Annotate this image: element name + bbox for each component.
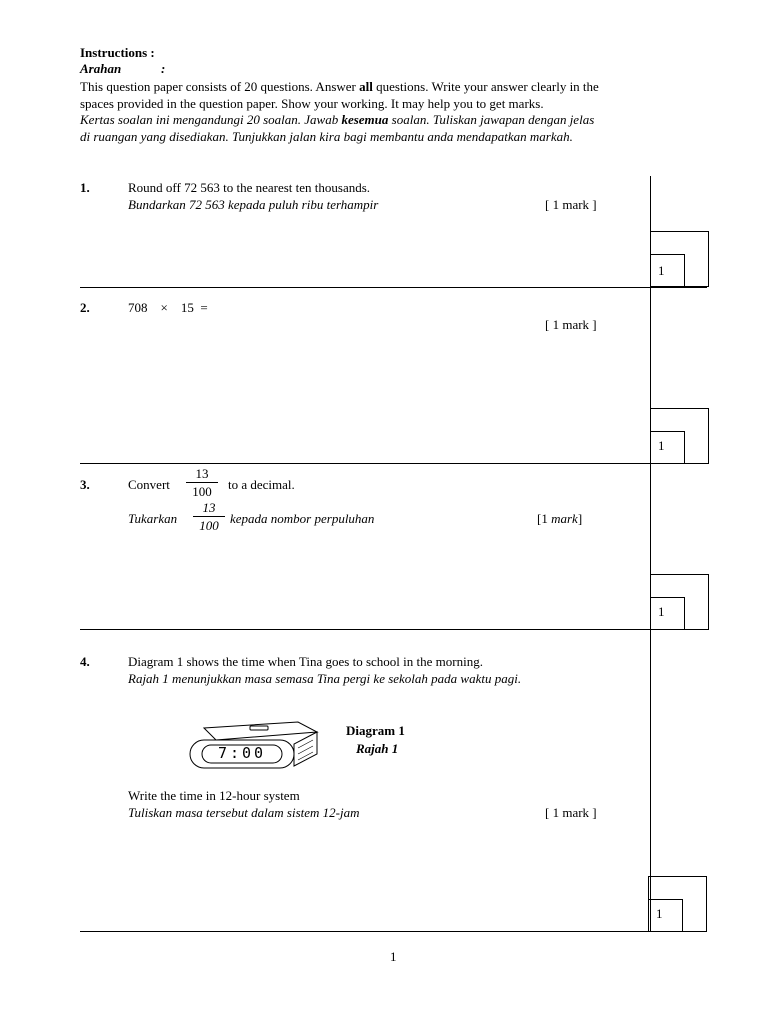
question-3-text: Convert [128, 477, 170, 492]
question-3-score-box[interactable] [650, 597, 685, 630]
fraction-bar [186, 482, 218, 483]
instructions-line-1 [80, 78, 599, 95]
clock-display: 7:00 [217, 744, 267, 762]
instructions-colon: : [161, 61, 166, 76]
question-2-divider [80, 463, 707, 464]
question-2-score-box[interactable] [650, 431, 685, 464]
question-3-marks-italic: mark [551, 511, 578, 526]
question-4-number: 4. [80, 654, 90, 669]
question-3-fraction-numerator: 13 [195, 466, 209, 481]
instructions-line-3-bold: kesemua [341, 112, 389, 127]
instructions-line-3 [80, 111, 594, 128]
instructions-line-2: spaces provided in the question paper. Show your working. It may help you to get marks. [80, 96, 544, 111]
question-4-score-box[interactable] [648, 899, 683, 932]
question-1-number: 1. [80, 180, 90, 195]
instructions-line-4: di ruangan yang disediakan. Tunjukkan jalan kira bagi membantu anda mendapatkan markah. [80, 129, 573, 144]
fraction-bar [193, 516, 225, 517]
question-3-text-malay-after: kepada nombor perpuluhan [230, 511, 375, 526]
question-3-fraction [186, 466, 218, 499]
question-2-number: 2. [80, 300, 90, 315]
question-3-divider [80, 629, 707, 630]
question-3-fraction-malay [193, 500, 225, 533]
instructions-line-1-bold: all [359, 79, 373, 94]
question-4-divider [80, 931, 707, 932]
question-1-score: 1 [658, 263, 665, 278]
instructions-line-3-pre: Kertas soalan ini mengandungi 20 soalan. Jawab [80, 112, 342, 127]
instructions-line-1-pre: This question paper consists of 20 questions. Answer [80, 79, 360, 94]
diagram-1-label: Diagram 1 [346, 723, 405, 738]
question-3-text-after: to a decimal. [228, 477, 295, 492]
question-3-marks-post: ] [577, 511, 583, 526]
question-3-score: 1 [658, 604, 665, 619]
question-3-text-malay: Tukarkan [128, 511, 178, 526]
question-1-text: Round off 72 563 to the nearest ten thousands. [128, 180, 371, 195]
question-3-marks-pre: [1 [537, 511, 552, 526]
question-3-fraction-malay-denominator: 100 [199, 518, 219, 533]
diagram-1-label-malay: Rajah 1 [356, 741, 399, 756]
question-3-number: 3. [80, 477, 90, 492]
page-number: 1 [390, 949, 397, 964]
instructions-line-1-post: questions. Write your answer clearly in the [372, 79, 599, 94]
question-3-fraction-malay-numerator: 13 [202, 500, 216, 515]
question-4-prompt-malay: Tuliskan masa tersebut dalam sistem 12-jam [128, 805, 360, 820]
clock-side [294, 732, 317, 766]
instructions-heading-malay: Arahan [80, 61, 122, 76]
question-2-text: 708 × 15 = [128, 300, 208, 315]
question-1-score-box[interactable] [650, 254, 685, 287]
question-2-score: 1 [658, 438, 665, 453]
question-1-text-malay: Bundarkan 72 563 kepada puluh ribu terhampir [128, 197, 379, 212]
clock-button [250, 726, 268, 730]
question-4-text: Diagram 1 shows the time when Tina goes to school in the morning. [128, 654, 483, 669]
clock-top [204, 722, 317, 740]
margin-rule [650, 176, 651, 931]
instructions-heading: Instructions : [80, 45, 155, 60]
question-2-marks: [ 1 mark ] [545, 317, 597, 332]
instructions-line-3-post: soalan. Tuliskan jawapan dengan jelas [388, 112, 595, 127]
question-3-fraction-denominator: 100 [192, 484, 212, 499]
question-4-score: 1 [656, 906, 663, 921]
question-4-text-malay: Rajah 1 menunjukkan masa semasa Tina pergi ke sekolah pada waktu pagi. [128, 671, 522, 686]
question-4-marks: [ 1 mark ] [545, 805, 597, 820]
question-1-marks: [ 1 mark ] [545, 197, 597, 212]
question-3-marks [537, 510, 582, 527]
question-1-divider [80, 287, 707, 288]
question-4-prompt: Write the time in 12-hour system [128, 788, 300, 803]
